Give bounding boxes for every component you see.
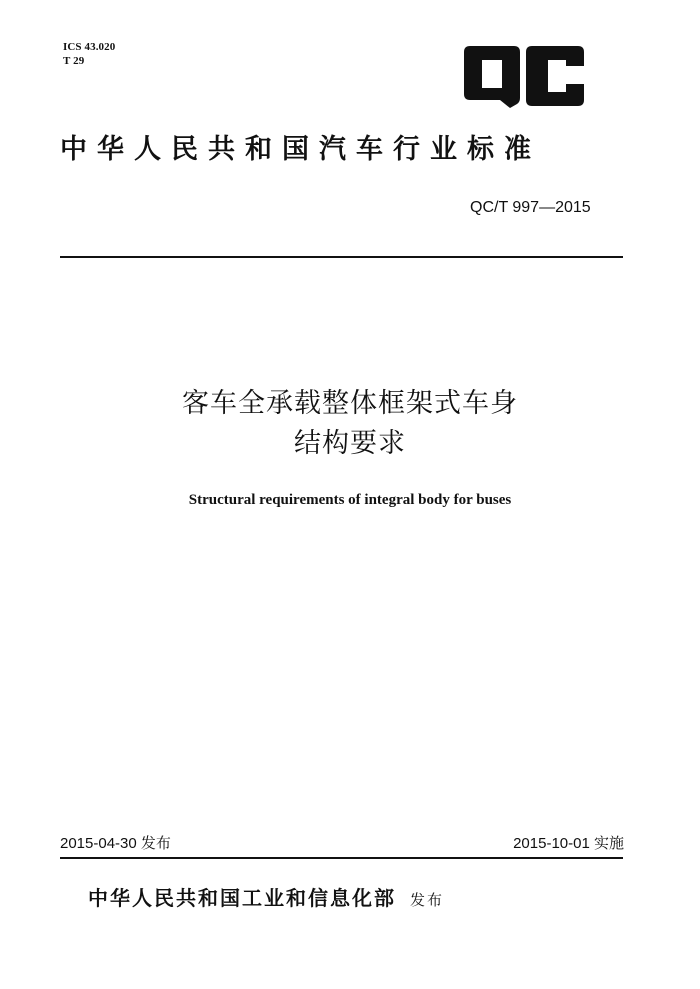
effective-date: 2015-10-01 实施 (513, 835, 624, 852)
ccs-code: T 29 (63, 55, 85, 67)
issuing-authority (88, 882, 628, 911)
title-english: Structural requirements of integral body for buses (188, 492, 512, 508)
standard-type-heading: 中华人民共和国汽车行业标准 (60, 134, 541, 165)
ics-code: ICS 43.020 (63, 41, 116, 53)
title-chinese (0, 384, 700, 464)
classification-codes (63, 40, 115, 68)
title-chinese-line-1: 客车全承载整体框架式车身 (182, 388, 518, 419)
qc-logo (462, 44, 586, 108)
standard-number: QC/T 997—2015 (470, 199, 591, 216)
bottom-divider (60, 857, 623, 859)
issuer-action: 发布 (410, 891, 445, 909)
title-chinese-line-2: 结构要求 (294, 428, 406, 459)
issue-date: 2015-04-30 发布 (60, 835, 171, 852)
issuer-name: 中华人民共和国工业和信息化部 (88, 886, 396, 910)
top-divider (60, 256, 623, 258)
